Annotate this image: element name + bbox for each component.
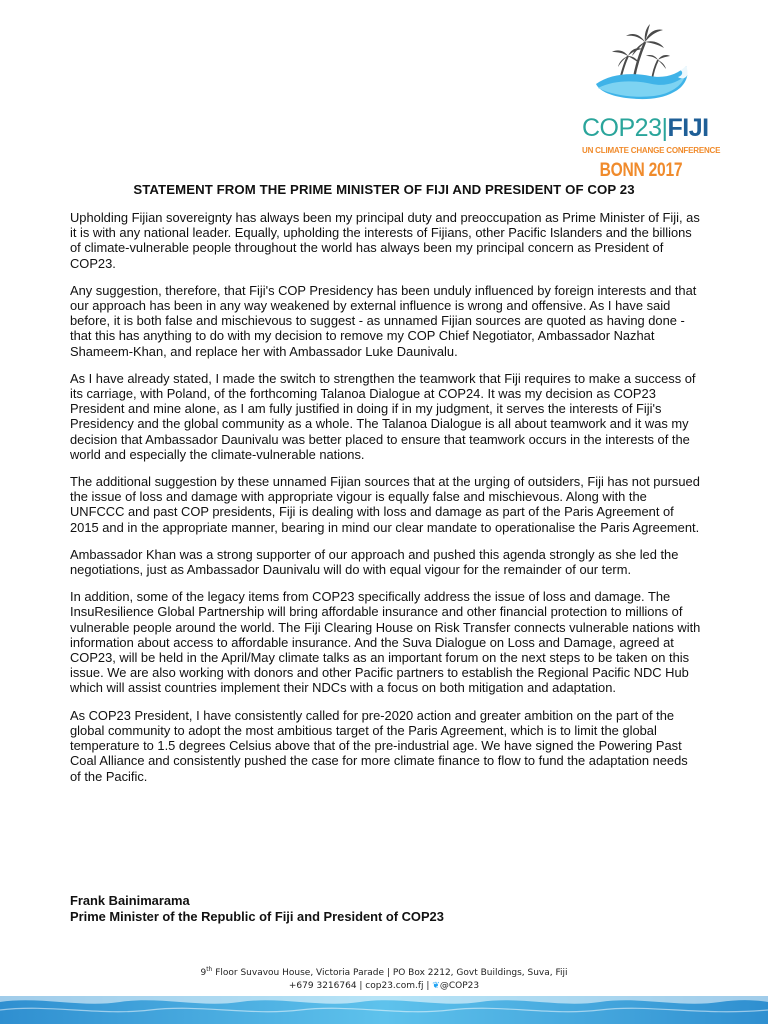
signature-block (70, 893, 444, 924)
paragraph-4: The additional suggestion by these unnamed Fijian sources that at the urging of outsiders, Fiji has not pursued the issue of loss and damage with appropriate vigour is equally false and mischievous. Along with the UNFCCC and past COP presidents, Fiji is dealing with loss and damage as part of the Paris Agreement of 2015 and in the appropriate manner, bearing in mind our clear mandate to operationalise the Paris Agreement. (70, 474, 700, 535)
footer-wave-band (0, 996, 768, 1024)
footer-phone-web: +679 3216764 | cop23.com.fj | (288, 981, 433, 991)
footer-address-line (0, 963, 768, 980)
paragraph-2: Any suggestion, therefore, that Fiji's COP Presidency has been unduly influenced by foreign interests and that our approach has been in any way weakened by external influence is wrong and offensive. As I have said before, it is both false and mischievous to suggest - as unnamed Fijian sources are quoted as having done - that this has anything to do with my decision to remove my COP Chief Negotiator, Ambassador Nazhat Shameem-Khan, and replace her with Ambassador Luke Daunivalu. (70, 282, 697, 359)
footer-contact-line (0, 980, 768, 993)
footer-floor-number: 9 (200, 968, 207, 978)
cop23-logo (582, 22, 721, 181)
logo-city-year: BONN 2017 (599, 160, 683, 181)
logo-cop23: COP23 (582, 114, 662, 142)
statement-body (70, 210, 702, 796)
footer-contact (0, 963, 768, 993)
paragraph-7: As COP23 President, I have consistently called for pre-2020 action and greater ambition on the part of the global community to adopt the most ambitious target of the Paris Agreement, which is to limit the global temperature to 1.5 degrees Celsius above that of the pre-industrial age. We have signed the Powering Past Coal Alliance and consistently pushed the case for more climate finance to flow to fund the adaptation needs of the Pacific. (70, 707, 688, 784)
footer-address: Floor Suvavou House, Victoria Parade | PO Box 2212, Govt Buildings, Suva, Fiji (212, 968, 568, 978)
footer-floor-suffix: th (206, 966, 213, 973)
paragraph-6: In addition, some of the legacy items from COP23 specifically address the issue of loss and damage. The InsuResilience Global Partnership will bring affordable insurance and other financial protection to millions of vulnerable people around the world. The Fiji Clearing House on Risk Transfer connects vulnerable nations with information about access to affordable insurance. And the Suva Dialogue on Loss and Damage, agreed at COP23, will be held in the April/May climate talks as an important forum on the next steps to be taken on this issue. We are also working with donors and other Pacific partners to establish the Regional Pacific NDC Hub which will assist countries implement their NDCs with a focus on both mitigation and adaptation. (70, 589, 701, 696)
signature-name: Frank Bainimarama (70, 893, 190, 908)
palm-tree-icon (612, 24, 670, 80)
logo-separator: | (661, 114, 668, 142)
footer-twitter-handle[interactable]: @COP23 (439, 981, 480, 991)
signature-role: Prime Minister of the Republic of Fiji and President of COP23 (70, 908, 444, 924)
logo-fiji: FIJI (667, 114, 709, 142)
paragraph-3: As I have already stated, I made the switch to strengthen the teamwork that Fiji requires to make a success of its carriage, with Poland, of the forthcoming Talanoa Dialogue at COP24. It was my decision as COP23 President and mine alone, as I am fully justified in doing if in my judgment, it serves the interests of Fiji's Presidency and the global community as a whole. The Talanoa Dialogue is all about teamwork and it was my decision that Ambassador Daunivalu was better placed to ensure that teamwork occurs in the interests of the world and especially the climate-vulnerable nations. (70, 370, 696, 462)
twitter-bird-icon: ❦ (432, 981, 440, 991)
statement-title: STATEMENT FROM THE PRIME MINISTER OF FIJI AND PRESIDENT OF COP 23 (133, 182, 635, 197)
logo-subtitle: UN CLIMATE CHANGE CONFERENCE (582, 146, 721, 155)
paragraph-5: Ambassador Khan was a strong supporter of our approach and pushed this agenda strongly as she led the negotiations, just as Ambassador Daunivalu will do with equal vigour for the remainder of our term. (70, 546, 679, 578)
logo-wordmark (582, 114, 709, 142)
wave-icon (596, 65, 688, 100)
palm-wave-logo-art (590, 22, 692, 110)
paragraph-1: Upholding Fijian sovereignty has always been my principal duty and preoccupation as Prime Minister of Fiji, as it is with any national leader. Equally, upholding the interests of Fijians, other Pacific Islanders and the billions of climate-vulnerable people throughout the world has always been my principal concern as President of COP23. (70, 210, 700, 271)
